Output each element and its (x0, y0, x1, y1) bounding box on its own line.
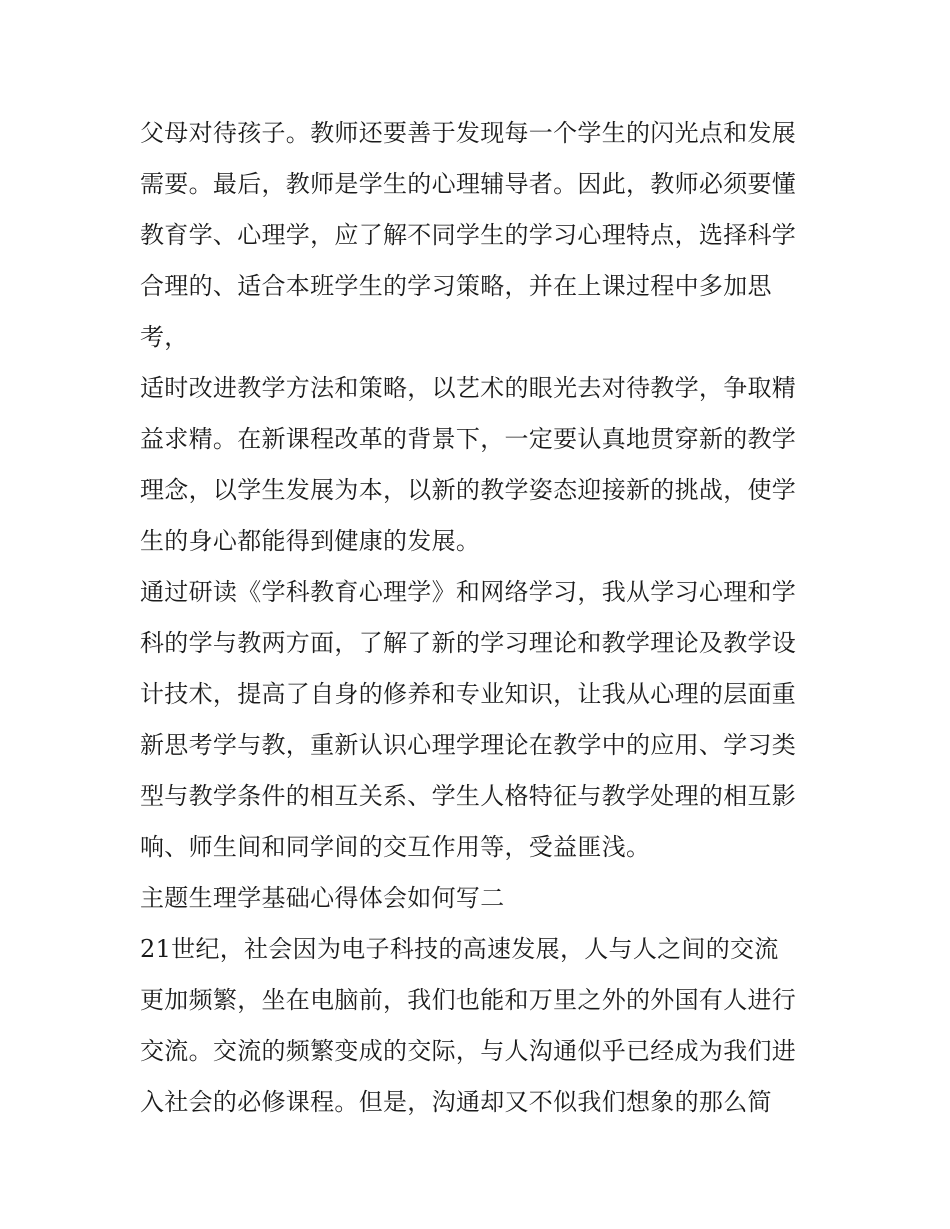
text-line: 响、师生间和同学间的交互作用等，受益匪浅。 (140, 833, 651, 861)
text-line: 生的身心都能得到健康的发展。 (140, 527, 481, 555)
text-line: 入社会的必修课程。但是，沟通却又不似我们想象的那么简 (140, 1088, 772, 1116)
text-line: 教育学、心理学，应了解不同学生的学习心理特点，选择科学 (140, 221, 797, 249)
text-line: 计技术，提高了自身的修养和专业知识，让我从心理的层面重 (140, 680, 797, 708)
section-heading: 主题生理学基础心得体会如何写二 (140, 884, 505, 912)
text-line: 父母对待孩子。教师还要善于发现每一个学生的闪光点和发展 (140, 119, 797, 147)
text-line: 需要。最后，教师是学生的心理辅导者。因此，教师必须要懂 (140, 170, 797, 198)
text-line: 型与教学条件的相互关系、学生人格特征与教学处理的相互影 (140, 782, 797, 810)
document-body (140, 108, 820, 1128)
text-line: 适时改进教学方法和策略，以艺术的眼光去对待教学，争取精 (140, 374, 797, 402)
text-line: 通过研读《学科教育心理学》和网络学习，我从学习心理和学 (140, 578, 797, 606)
text-line: 益求精。在新课程改革的背景下，一定要认真地贯穿新的教学 (140, 425, 797, 453)
text-line: 理念，以学生发展为本，以新的教学姿态迎接新的挑战，使学 (140, 476, 797, 504)
text-line: 考， (140, 323, 189, 351)
text-line: 21世纪，社会因为电子科技的高速发展，人与人之间的交流 (140, 935, 779, 963)
text-line: 新思考学与教，重新认识心理学理论在教学中的应用、学习类 (140, 731, 797, 759)
text-line: 科的学与教两方面，了解了新的学习理论和教学理论及教学设 (140, 629, 797, 657)
text-line: 更加频繁，坐在电脑前，我们也能和万里之外的外国有人进行 (140, 986, 797, 1014)
text-line: 交流。交流的频繁变成的交际，与人沟通似乎已经成为我们进 (140, 1037, 797, 1065)
text-line: 合理的、适合本班学生的学习策略，并在上课过程中多加思 (140, 272, 772, 300)
